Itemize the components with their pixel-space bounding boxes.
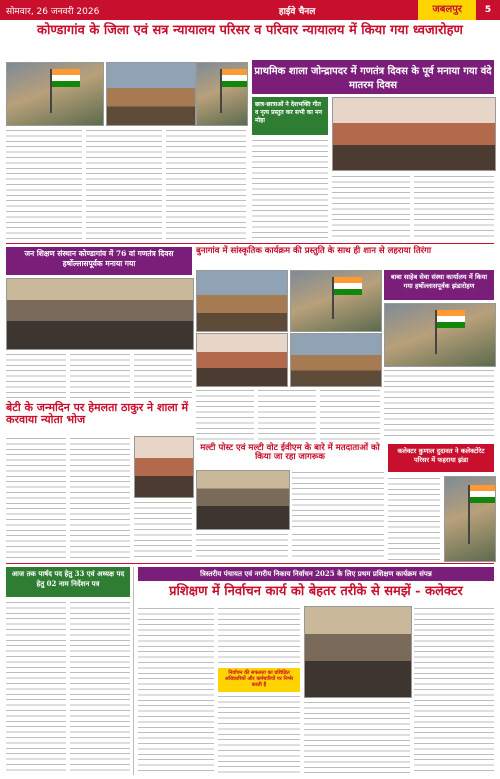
divider-1 bbox=[6, 243, 494, 244]
issue-date: सोमवार, 26 जनवरी 2026 bbox=[6, 6, 100, 17]
page-number: 5 bbox=[484, 5, 492, 15]
story3-headline: जन शिक्षण संस्थान कोण्डागांव में 76 वां गणतंत्र दिवस हर्षोल्लासपूर्वक मनाया गया bbox=[6, 247, 192, 275]
story9-text-col2 bbox=[70, 600, 130, 774]
story7-headline: मल्टी पोस्ट एवं मल्टी वोट ईवीएम के बारे में मतदाताओं को किया जा रहा जागरूक bbox=[200, 443, 380, 463]
story2-text-col1 bbox=[252, 138, 328, 240]
story4-photo-4 bbox=[290, 333, 382, 387]
story7-text-col3 bbox=[292, 532, 384, 560]
story2-photo bbox=[332, 97, 496, 171]
story10-photo bbox=[304, 606, 412, 698]
city-name: जबलपुर bbox=[418, 0, 476, 20]
story8-text bbox=[388, 476, 440, 560]
story1-text-col1 bbox=[6, 128, 82, 240]
story2-text-col3 bbox=[414, 174, 494, 240]
story10-pullquote: निर्वाचन की सफलता का प्रशिक्षित अधिकारियों और कर्मचारियों पर निर्भर करती है bbox=[218, 668, 300, 692]
story10-kicker: त्रिस्तरीय पंचायत एवं नगरीय निकाय निर्वाचन 2025 के लिए प्रथम प्रशिक्षण कार्यक्रम संपन्न bbox=[138, 567, 494, 581]
story9-headline: आज तक पार्षद पद हेतु 33 एवं अध्यक्ष पद हेतु 02 नाम निर्देशन पत्र bbox=[6, 567, 130, 597]
story10-headline: प्रशिक्षण में निर्वाचन कार्य को बेहतर तरीके से समझें - कलेक्टर bbox=[169, 584, 463, 599]
story3-text-col3 bbox=[134, 352, 192, 398]
story4-text-col3 bbox=[320, 388, 380, 440]
story9-text-col1 bbox=[6, 600, 66, 774]
story2-subhead: छात्र-छात्राओं ने देशभक्ति गीत व नृत्य प्रस्तुत कर सभी का मन मोहा bbox=[252, 97, 328, 135]
story3-photo bbox=[6, 278, 194, 350]
story1-photo-1 bbox=[6, 62, 104, 126]
story2-headline: प्राथमिक शाला जोन्द्रापदर में गणतंत्र दिवस के पूर्व मनाया गया वंदे मातरम दिवस bbox=[252, 60, 494, 94]
story4-photo-1 bbox=[196, 270, 288, 332]
story10-text-col4 bbox=[304, 700, 410, 774]
story1-headline: कोण्डागांव के जिला एवं सत्र न्यायालय परिसर व परिवार न्यायालय में किया गया ध्वजारोहण bbox=[37, 23, 463, 38]
story10-text-col1 bbox=[138, 606, 214, 774]
story1-text-col3 bbox=[166, 128, 246, 240]
column-divider bbox=[133, 567, 134, 775]
story7-photo bbox=[196, 470, 290, 530]
story8-photo bbox=[444, 476, 496, 562]
story3-text-col2 bbox=[70, 352, 130, 398]
story8-headline: कलेक्टर कुणाल दुदावत ने कलेक्टोरेट परिसर में फहराया झंडा bbox=[388, 444, 494, 472]
story6-text-col1 bbox=[6, 436, 66, 560]
story5-text bbox=[384, 368, 494, 440]
story4-photo-3 bbox=[196, 333, 288, 387]
story4-text-col1 bbox=[196, 388, 254, 440]
story2-text-col2 bbox=[332, 174, 410, 240]
story10-text-col2 bbox=[218, 606, 300, 666]
story10-text-col3 bbox=[218, 694, 300, 774]
paper-name: हाईवे चैनल bbox=[278, 6, 316, 17]
story7-text-col1 bbox=[292, 470, 384, 528]
story4-headline: बुनागांव में सांस्कृतिक कार्यक्रम की प्रस्तुति के साथ ही शान से लहराया तिरंगा bbox=[196, 246, 432, 256]
story6-text-col3 bbox=[134, 500, 192, 560]
story4-photo-2 bbox=[290, 270, 382, 332]
story4-text-col2 bbox=[258, 388, 316, 440]
story1-photo-2 bbox=[106, 62, 196, 126]
story1-photo-3 bbox=[196, 62, 248, 126]
story3-text-col1 bbox=[6, 352, 66, 398]
story6-headline: बेटी के जन्मदिन पर हेमलता ठाकुर ने शाला में करवाया न्योता भोज bbox=[6, 401, 189, 427]
story5-photo bbox=[384, 303, 496, 367]
story6-photo bbox=[134, 436, 194, 498]
story6-text-col2 bbox=[70, 436, 130, 560]
story5-headline: बाबा साहेब सेवा संस्था कार्यालय में किया गया हर्षोल्लासपूर्वक झंडारोहण bbox=[384, 270, 494, 300]
story10-text-col5 bbox=[414, 606, 494, 774]
story7-text-col2 bbox=[196, 532, 288, 560]
masthead-bar bbox=[0, 0, 500, 20]
story1-text-col2 bbox=[86, 128, 162, 240]
divider-2 bbox=[6, 563, 494, 564]
